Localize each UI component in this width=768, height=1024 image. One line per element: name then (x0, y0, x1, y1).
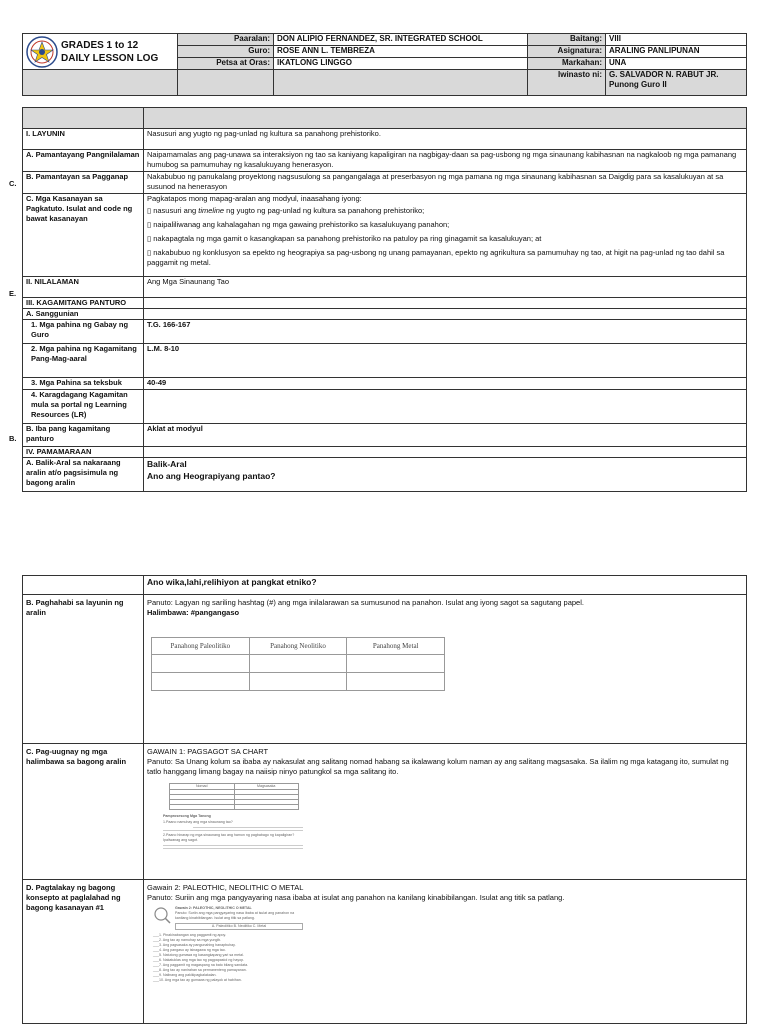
magnifier-icon (153, 906, 171, 924)
kagamitan-empty (144, 298, 747, 309)
header-value-petsa: IKATLONG LINGGO (274, 58, 528, 70)
header-empty-3 (274, 70, 528, 96)
header-label-markahan: Markahan: (528, 58, 606, 70)
kagamitan-pang-label: 2. Mga pahina ng Kagamitang Pang-Mag-aaral (23, 344, 144, 378)
period-cell (347, 673, 445, 691)
main-header-blank-1 (23, 108, 144, 129)
deped-seal-icon (26, 36, 58, 68)
pagtalakay-label: D. Pagtalakay ng bagong konsepto at paglalahad ng bagong kasanayan #1 (23, 880, 144, 1024)
header-label-guro: Guro: (178, 46, 274, 58)
iwinasto-title: Punong Guro II (609, 80, 667, 89)
header-title-line1: GRADES 1 to 12 (61, 39, 139, 51)
mini-answer-line (163, 848, 303, 849)
layunin-label: I. LAYUNIN (23, 129, 144, 150)
layunin-text: Nasusuri ang yugto ng pag-unlad ng kultura sa panahong prehistoriko. (144, 129, 747, 150)
period-cell (347, 655, 445, 673)
gawain1-title: GAWAIN 1: PAGSAGOT SA CHART (147, 747, 269, 756)
kasanayan-item-4: ▯ nakabubuo ng konklusyon sa epekto ng heograpiya sa pag-usbong ng unang pamayanan, epekto ng agrikultura sa pamumuhay ng tao, at higit na pag-unlad ng tao dahil sa paggamit ng metal. (147, 248, 725, 267)
gawain2-mini-figure (153, 906, 303, 983)
mini2-item-9: ___9. Nalinang ang pakikipagkalakalan. (153, 973, 217, 977)
header-table (22, 33, 747, 96)
nilalaman-text: Ang Mga Sinaunang Tao (144, 277, 747, 298)
kasanayan-item-2: ▯ naipaliliwanag ang kahalagahan ng mga gawaing prehistoriko sa kasalukuyang panahon; (147, 220, 450, 229)
iwinasto-name: G. SALVADOR N. RABUT JR. (609, 70, 719, 79)
kasanayan-item-3: ▯ nakapagtala ng mga gamit o kasangkapan sa panahong prehistoriko na patuloy pa ring ginagamit sa kasalukuyan; at (147, 234, 542, 243)
header-title-line2: DAILY LESSON LOG (61, 52, 159, 64)
period-cell (152, 655, 250, 673)
balik-label: A. Balik-Aral sa nakaraang aralin at/o pagsisimula ng bagong aralin (23, 458, 144, 492)
header-label-iwinasto: Iwinasto ni: (528, 70, 606, 96)
period-cell (249, 655, 347, 673)
pamamaraan-empty (144, 447, 747, 458)
mini2-item-4: ___4. Ang pangaso ay isinagawa ng mga tao. (153, 948, 226, 952)
mini-answer-line (163, 845, 303, 846)
mini2-instr: Panuto: Suriin ang mga pangyayaring nasa ibaba at isulat ang panahon na kanilang kinabibilangan. Isulat ang titik sa patlang. (175, 911, 295, 920)
main-header-blank-2 (144, 108, 747, 129)
gabay-text: T.G. 166-167 (144, 320, 747, 344)
mini2-item-1: ___1. Pinakinabangan ang paggamit ng apoy. (153, 933, 227, 937)
kagamitan-pang-text: L.M. 8-10 (144, 344, 747, 378)
kasanayan-item-1-post: ng yugto ng pag-unlad ng kultura sa panahong prehistoriko; (224, 206, 425, 215)
mini2-item-2: ___2. Ang tao ay namuhay sa mga yungib. (153, 938, 222, 942)
period-header-metal: Panahong Metal (347, 638, 445, 655)
gawain2-text: Panuto: Suriin ang mga pangyayaring nasa ibaba at isulat ang panahon na kanilang kinabibilangan. Isulat ang titik sa patlang. (147, 893, 565, 902)
kasanayan-cell (144, 194, 747, 277)
kasanayan-label: C. Mga Kasanayan sa Pagkatuto. Isulat and code ng bawat kasanayan (23, 194, 144, 277)
mini-chart-header-magsasaka: Magsasaka (234, 784, 299, 790)
header-value-baitang: VIII (606, 34, 747, 46)
margin-mark-c: C. (9, 179, 17, 188)
mini-chart-header-nomad: Nomad (170, 784, 235, 790)
header-label-baitang: Baitang: (528, 34, 606, 46)
karagdagang-label: 4. Karagdagang Kagamitan mula sa portal ng Learning Resources (LR) (23, 390, 144, 424)
pamamaraan-label: IV. PAMAMARAAN (23, 447, 144, 458)
header-value-paaralan: DON ALIPIO FERNANDEZ, SR. INTEGRATED SCHOOL (274, 34, 528, 46)
paguugnay-label: C. Pag-uugnay ng mga halimbawa sa bagong aralin (23, 744, 144, 880)
gabay-label: 1. Mga pahina ng Gabay ng Guro (23, 320, 144, 344)
mini-chart-cell (170, 805, 235, 810)
header-label-paaralan: Paaralan: (178, 34, 274, 46)
mini2-item-6: ___6. Nakatuklas ang mga tao ng pagpapastol ng hayop. (153, 958, 245, 962)
mini-q1: 1.Paano namuhay ang mga sinaunang tao? (163, 820, 233, 824)
mini-answer-line (193, 827, 303, 828)
header-label-asignatura: Asignatura: (528, 46, 606, 58)
paguugnay-cell (144, 744, 747, 880)
pagganap-label: B. Pamantayan sa Pagganap (23, 172, 144, 194)
balik-cell (144, 458, 747, 492)
header-empty-2 (178, 70, 274, 96)
halimbawa-text: Halimbawa: #pangangaso (147, 608, 240, 617)
period-header-neolitiko: Panahong Neolitiko (249, 638, 347, 655)
header-value-guro: ROSE ANN L. TEMBREZA (274, 46, 528, 58)
kasanayan-item-1-pre: ▯ nasusuri ang (147, 206, 199, 215)
period-table (151, 637, 445, 691)
second-q-blank (23, 576, 144, 595)
paghahabi-label: B. Paghahabi sa layunin ng aralin (23, 595, 144, 744)
margin-mark-b: B. (9, 434, 17, 443)
kagamitan-label: III. KAGAMITANG PANTURO (23, 298, 144, 309)
nilalaman-label: II. NILALAMAN (23, 277, 144, 298)
header-label-petsa: Petsa at Oras: (178, 58, 274, 70)
gawain1-text: Panuto: Sa Unang kolum sa ibaba ay nakasulat ang salitang nomad habang sa ikalawang kolum naman ay ang salitang magsasaka. Sa ilalim ng mga katagang ito, sumulat ng tatlo hanggang limang bagay na naiisip ninyo patungkol sa mga salitang ito. (147, 757, 729, 776)
gawain2-title: Gawain 2: PALEOTHIC, NEOLITHIC O METAL (147, 883, 304, 892)
paghahabi-text: Panuto: Lagyan ng sariling hashtag (#) ang mga inilalarawan sa sumusunod na panahon. Isulat ang iyong sagot sa sagutang papel. (147, 598, 584, 607)
main-table (22, 107, 747, 492)
mini-chart-cell (234, 805, 299, 810)
gawain1-mini-figure (163, 783, 303, 849)
balik-line2: Ano ang Heograpiyang pantao? (147, 471, 276, 481)
pamantayang-text: Naipamamalas ang pag-unawa sa interaksiyon ng tao sa kaniyang kapaligiran na nagbigay-daan sa pag-usbong ng mga sinaunang kabihasnan na nagkaloob ng mga pamanang humubog sa pamumuhay ng kasalukuyang henerasyon. (144, 150, 747, 172)
mini-q2: 2.Paano hinarap ng mga sinaunang tao ang hamon ng pagbabago ng kapaligiran? Ipaliwanag ang sagot. (163, 833, 295, 842)
margin-mark-e: E. (9, 289, 17, 298)
mini2-item-5: ___5. Natutong gumawa ng kasangkapang yari sa metal. (153, 953, 244, 957)
mini2-item-3: ___3. Ang pagsasaka ay pangunahing hanapbuhay. (153, 943, 236, 947)
header-empty-1 (23, 70, 178, 96)
kasanayan-item-1 (147, 206, 743, 216)
iba-label: B. Iba pang kagamitang panturo (23, 424, 144, 447)
mini2-item-7: ___7. Ang paggamit ng magaspang na bato bilang sandata. (153, 963, 249, 967)
mini-chart (169, 783, 299, 810)
sanggunian-empty (144, 309, 747, 320)
teksbuk-label: 3. Mga Pahina sa teksbuk (23, 378, 144, 390)
mini2-item-10: ___10. Ang mga tao ay gumawa ng palayok at habihan. (153, 978, 242, 982)
period-header-paleolitiko: Panahong Paleolitiko (152, 638, 250, 655)
balik-line1: Balik-Aral (147, 459, 187, 469)
mini2-choices: A. Paleolitiko B. Neolitiko C. Metal (175, 923, 303, 930)
teksbuk-text: 40-49 (144, 378, 747, 390)
kasanayan-item-1-em: timeline (198, 206, 225, 215)
second-q-text: Ano wika,lahi,relihiyon at pangkat etniko? (144, 576, 747, 595)
pamantayang-label: A. Pamantayang Pangnilalaman (23, 150, 144, 172)
header-logo-cell (23, 34, 178, 70)
mini-answer-line (163, 830, 303, 831)
mini2-title: Gawain 2: PALEOTHIC, NEOLITHIC O METAL (175, 906, 252, 910)
pagganap-text: Nakabubuo ng panukalang proyektong nagsusulong sa pangangalaga at preserbasyon ng mga pamana ng mga sinaunang kabihasnan sa Daigdig para sa kasalukuyan at sa susunod na henerasyon (144, 172, 747, 194)
sanggunian-label: A. Sanggunian (23, 309, 144, 320)
period-cell (249, 673, 347, 691)
mini2-item-8: ___8. Ang tao ay nanirahan sa permanenteng pamayanan. (153, 968, 247, 972)
header-value-asignatura: ARALING PANLIPUNAN (606, 46, 747, 58)
period-cell (152, 673, 250, 691)
paghahabi-cell (144, 595, 747, 744)
kasanayan-intro: Pagkatapos mong mapag-aralan ang modyul, inaasahang iyong: (147, 194, 362, 203)
header-value-iwinasto (606, 70, 747, 96)
karagdagang-empty (144, 390, 747, 424)
header-value-markahan: UNA (606, 58, 747, 70)
iba-text: Aklat at modyul (144, 424, 747, 447)
mini-q-title: Pamprosesong Mga Tanong (163, 814, 211, 818)
pagtalakay-cell (144, 880, 747, 1024)
second-table (22, 575, 747, 1024)
